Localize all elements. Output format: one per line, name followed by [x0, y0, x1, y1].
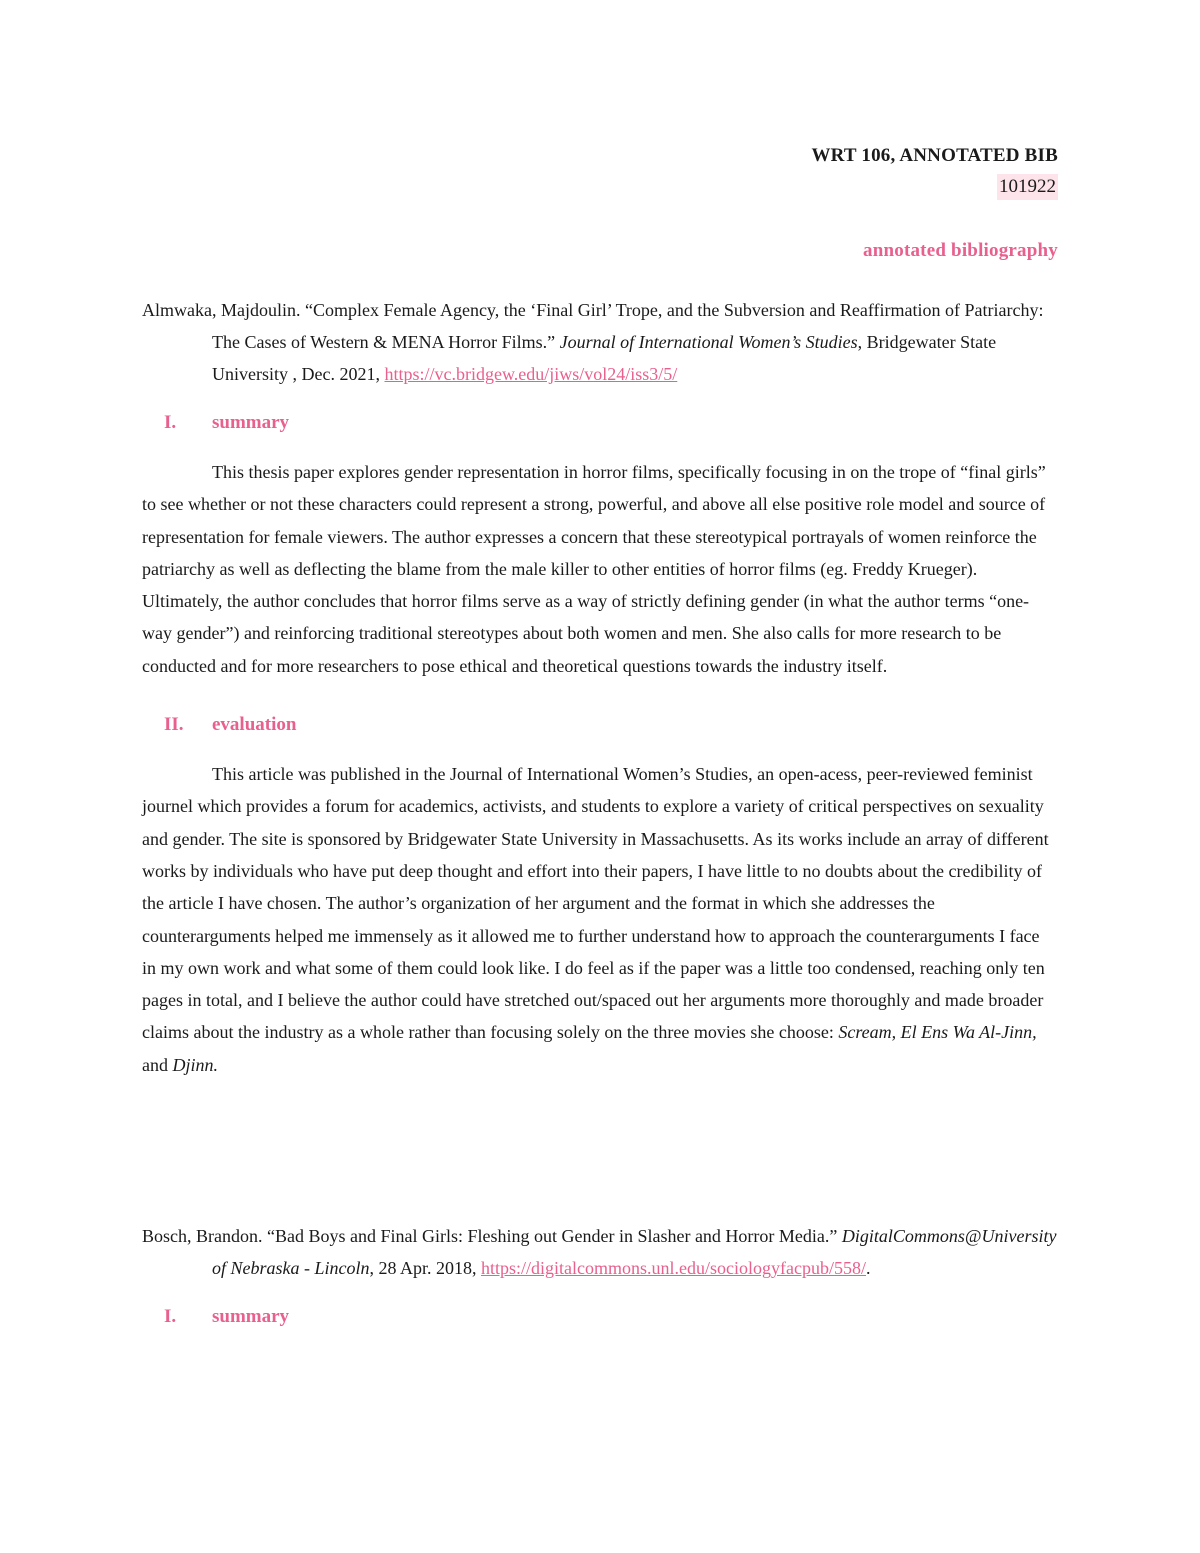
- section-heading-summary: [142, 412, 1058, 434]
- film-conjunction: and: [142, 1054, 173, 1075]
- section-heading-summary: [142, 1306, 1058, 1328]
- bibliography-entry: [142, 1220, 1058, 1328]
- citation-end: .: [865, 1258, 871, 1278]
- citation-publisher: , Bridgewater State University , Dec. 2021,: [212, 332, 997, 384]
- citation-publisher: , 28 Apr. 2018,: [369, 1258, 482, 1278]
- citation-text: Bosch, Brandon. “Bad Boys and Final Girls: Fleshing out Gender in Slasher and Horror Media.”: [142, 1226, 842, 1246]
- summary-paragraph: This thesis paper explores gender representation in horror films, specifically focusing in on the trope of “final girls” to see whether or not these characters could represent a strong, powerful, and above all else positive role model and source of representation for female viewers. The author expresses a concern that these stereotypical portrayals of women reinforce the patriarchy as well as deflecting the blame from the male killer to other entities of horror films (eg. Freddy Krueger). Ultimately, the author concludes that horror films serve as a way of strictly defining gender (in what the author terms “one-way gender”) and reinforcing traditional stereotypes about both women and men. She also calls for more research to be conducted and for more researchers to pose ethical and theoretical questions towards the industry itself.: [142, 462, 1046, 676]
- section-title: summary: [212, 412, 290, 433]
- citation-link[interactable]: https://digitalcommons.unl.edu/sociologyfacpub/558/: [481, 1258, 866, 1278]
- evaluation-text: This article was published in the Journal of International Women’s Studies, an open-acess, peer-reviewed feminist journel which provides a forum for academics, activists, and students to explore a variety of critical perspectives on sexuality and gender. The site is sponsored by Bridgewater State University in Massachusetts. As its works include an array of different works by individuals who have put deep thought and effort into their papers, I have little to no doubts about the credibility of the article I have chosen. The author’s organization of her argument and the format in which she addresses the counterarguments helped me immensely as it allowed me to further understand how to approach the counterarguments I face in my own work and what some of them could look like. I do feel as if the paper was a little too condensed, reaching only ten pages in total, and I believe the author could have stretched out/spaced out her arguments more thoroughly and made broader claims about the industry as a whole rather than focusing solely on the three movies she choose:: [142, 764, 1049, 1043]
- section-number: I.: [164, 1306, 177, 1327]
- section-number: I.: [164, 412, 177, 433]
- citation: [142, 294, 1058, 390]
- citation-text: Almwaka, Majdoulin. “Complex Female Agency, the ‘Final Girl’ Trope, and the Subversion and Reaffirmation of Patriarchy: The Cases of Western & MENA Horror Films.”: [142, 300, 1044, 352]
- course-title: WRT 106, ANNOTATED BIB: [811, 145, 1058, 166]
- section-title: evaluation: [212, 714, 297, 736]
- section-heading-evaluation: [142, 714, 1058, 736]
- section-number: II.: [164, 714, 184, 736]
- date-code: 101922: [997, 174, 1058, 200]
- film-titles: Scream, El Ens Wa Al-Jinn,: [838, 1022, 1037, 1043]
- citation-link[interactable]: https://vc.bridgew.edu/jiws/vol24/iss3/5/: [384, 364, 678, 384]
- film-title-last: Djinn.: [172, 1054, 219, 1075]
- citation-source: Journal of International Women’s Studies: [559, 332, 858, 352]
- evaluation-paragraph: [142, 758, 1058, 1081]
- citation-source: DigitalCommons@University of Nebraska - Lincoln: [212, 1226, 1057, 1278]
- section-title: summary: [212, 1306, 290, 1327]
- header-block: [811, 142, 1058, 200]
- citation: [142, 1220, 1058, 1284]
- bibliography-entry: [142, 294, 1058, 1081]
- document-heading: annotated bibliography: [863, 240, 1058, 261]
